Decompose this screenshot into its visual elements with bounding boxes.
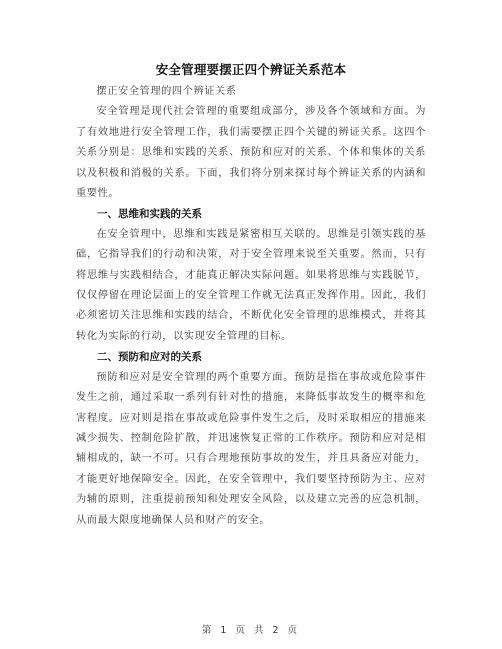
section-body-prevention-response: 预防和应对是安全管理的两个重要方面。预防是指在事故或危险事件发生之前，通过采取一系列有针对性的措施，来降低事故发生的概率和危害程度。应对则是指在事故或危险事件发生之后，及时采取相应的措施来减少损失、控制危险扩散，并迅速恢复正常的工作秩序。预防和应对是相辅相成的，缺一不可。只有合理地预防事故的发生，并且具备应对能力，才能更好地保障安全。因此，在安全管理中，我们要坚持预防为主、应对为辅的原则，注重提前预知和处理安全风险，以及建立完善的应急机制，从而最大限度地确保人员和财产的安全。	[76, 371, 426, 526]
document-subtitle: 摆正安全管理的四个辨证关系	[96, 86, 237, 97]
section-heading-prevention-response: 二、预防和应对的关系	[97, 351, 202, 364]
section-heading-thinking-practice: 一、思维和实践的关系	[97, 208, 202, 221]
section-body-thinking-practice: 在安全管理中，思维和实践是紧密相互关联的。思维是引领实践的基础，它指导我们的行动和决策，对于安全管理来说至关重要。然而，只有将思维与实践相结合，才能真正解决实际问题。如果将思维与实践脱节，仅仅停留在理论层面上的安全管理工作就无法真正发挥作用。因此，我们必须密切关注思维和实践的结合，不断优化安全管理的思维模式，并将其转化为实际的行动，以实现安全管理的目标。	[76, 228, 426, 342]
intro-paragraph: 安全管理是现代社会管理的重要组成部分，涉及各个领域和方面。为了有效地进行安全管理工作，我们需要摆正四个关键的辨证关系。这四个关系分别是：思维和实践的关系、预防和应对的关系、个体和集体的关系以及积极和消极的关系。下面，我们将分别来探讨每个辨证关系的内涵和重要性。	[76, 106, 426, 200]
page-footer: 第 1 页 共 2 页	[201, 625, 301, 636]
document-body	[76, 62, 426, 531]
document-title: 安全管理要摆正四个辨证关系范本	[155, 62, 347, 77]
